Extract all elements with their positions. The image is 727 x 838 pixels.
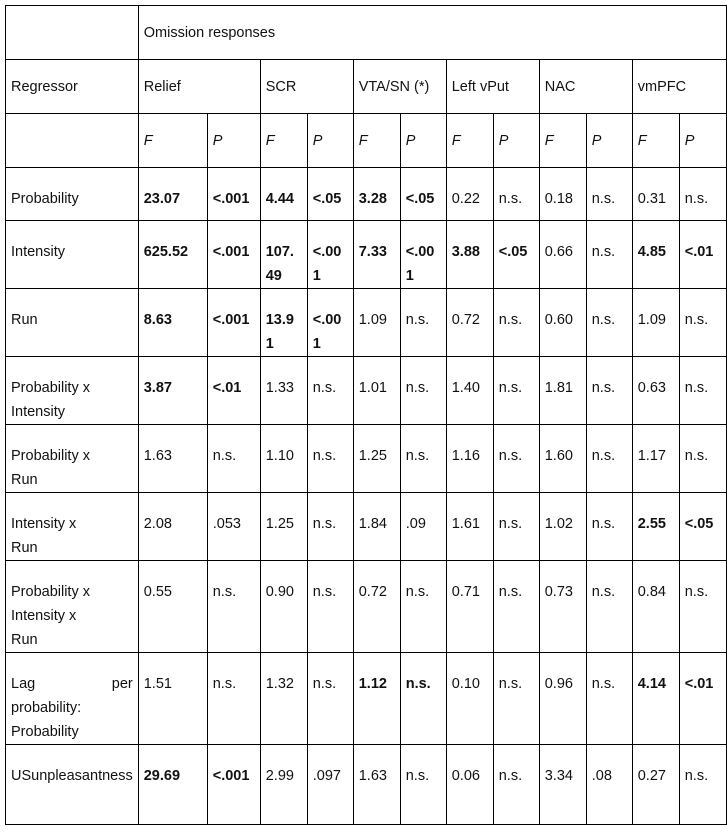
p-value: n.s. xyxy=(586,289,632,357)
omission-responses-table xyxy=(5,5,727,825)
regressor-label-line: probability: xyxy=(11,700,82,716)
p-value: <.001 xyxy=(207,745,260,825)
f-value: 1.81 xyxy=(539,357,586,425)
f-value: 1.09 xyxy=(353,289,400,357)
p-value: n.s. xyxy=(207,653,260,745)
table-row xyxy=(6,653,727,745)
f-value: 0.22 xyxy=(446,168,493,221)
f-value: 0.27 xyxy=(632,745,679,825)
table-row xyxy=(6,6,727,60)
f-value: 4.44 xyxy=(260,168,307,221)
p-subheader: P xyxy=(679,114,726,168)
p-value: n.s. xyxy=(207,425,260,493)
f-value: 1.63 xyxy=(353,745,400,825)
regressor-label-line: Intensity x xyxy=(11,608,77,624)
f-subheader: F xyxy=(353,114,400,168)
regressor-label xyxy=(6,653,139,745)
f-value: 625.52 xyxy=(138,221,207,289)
regressor-label-line: Probability x xyxy=(11,380,90,396)
p-value: n.s. xyxy=(493,653,539,745)
f-value: 0.55 xyxy=(138,561,207,653)
f-value: 23.07 xyxy=(138,168,207,221)
f-value: 2.99 xyxy=(260,745,307,825)
regressor-label-line: Probability x xyxy=(11,584,90,600)
p-value: n.s. xyxy=(307,493,353,561)
f-value: 1.25 xyxy=(260,493,307,561)
p-value: <.05 xyxy=(400,168,446,221)
regressor-label-line: Probability xyxy=(11,724,79,740)
regressor-label xyxy=(6,493,139,561)
f-value: 13.91 xyxy=(260,289,307,357)
f-value: 1.61 xyxy=(446,493,493,561)
p-subheader: P xyxy=(400,114,446,168)
regressor-label xyxy=(6,357,139,425)
p-value: .097 xyxy=(307,745,353,825)
f-value: 3.28 xyxy=(353,168,400,221)
p-value: <.05 xyxy=(679,493,726,561)
p-value: n.s. xyxy=(679,561,726,653)
regressor-label-line: Run xyxy=(11,632,38,648)
column-header: SCR xyxy=(260,60,353,114)
regressor-label-line: Intensity x xyxy=(11,516,77,532)
table-row xyxy=(6,168,727,221)
p-value: n.s. xyxy=(307,425,353,493)
p-value: n.s. xyxy=(586,561,632,653)
regressor-label-line: Intensity xyxy=(11,244,65,260)
f-subheader: F xyxy=(446,114,493,168)
f-value: 1.40 xyxy=(446,357,493,425)
f-value: 1.84 xyxy=(353,493,400,561)
f-value: 1.16 xyxy=(446,425,493,493)
f-value: 4.14 xyxy=(632,653,679,745)
regressor-label xyxy=(6,561,139,653)
f-value: 1.32 xyxy=(260,653,307,745)
table-row xyxy=(6,561,727,653)
p-value: n.s. xyxy=(493,561,539,653)
f-value: 2.08 xyxy=(138,493,207,561)
f-value: 0.18 xyxy=(539,168,586,221)
p-value: n.s. xyxy=(679,745,726,825)
p-value: n.s. xyxy=(586,168,632,221)
table-row xyxy=(6,289,727,357)
f-value: 0.73 xyxy=(539,561,586,653)
f-value: 107.49 xyxy=(260,221,307,289)
table-row xyxy=(6,60,727,114)
f-value: 0.63 xyxy=(632,357,679,425)
f-value: 1.02 xyxy=(539,493,586,561)
p-value: <.001 xyxy=(307,221,353,289)
p-value: .08 xyxy=(586,745,632,825)
f-subheader: F xyxy=(632,114,679,168)
regressor-label-word: Lag xyxy=(11,676,36,692)
column-header: NAC xyxy=(539,60,632,114)
p-value: <.05 xyxy=(493,221,539,289)
f-value: 1.63 xyxy=(138,425,207,493)
p-value: .053 xyxy=(207,493,260,561)
column-header: Relief xyxy=(138,60,260,114)
f-value: 0.60 xyxy=(539,289,586,357)
f-value: 1.25 xyxy=(353,425,400,493)
p-value: <.001 xyxy=(307,289,353,357)
f-value: 3.34 xyxy=(539,745,586,825)
f-value: 0.72 xyxy=(353,561,400,653)
table-row xyxy=(6,425,727,493)
p-value: <.001 xyxy=(207,221,260,289)
corner-cell xyxy=(6,6,139,60)
f-value: 0.31 xyxy=(632,168,679,221)
regressor-header: Regressor xyxy=(6,60,139,114)
p-value: n.s. xyxy=(586,357,632,425)
table-row xyxy=(6,357,727,425)
empty-cell xyxy=(6,114,139,168)
p-value: n.s. xyxy=(493,357,539,425)
p-value: .09 xyxy=(400,493,446,561)
p-value: n.s. xyxy=(679,357,726,425)
p-subheader: P xyxy=(586,114,632,168)
p-value: <.01 xyxy=(207,357,260,425)
f-value: 1.51 xyxy=(138,653,207,745)
p-subheader: P xyxy=(493,114,539,168)
table-row xyxy=(6,745,727,825)
p-value: <.01 xyxy=(679,653,726,745)
regressor-label-line: Run xyxy=(11,312,38,328)
table-row xyxy=(6,221,727,289)
p-value: n.s. xyxy=(400,289,446,357)
p-value: n.s. xyxy=(493,425,539,493)
p-value: n.s. xyxy=(493,289,539,357)
p-value: <.001 xyxy=(207,168,260,221)
p-value: n.s. xyxy=(307,561,353,653)
p-value: <.001 xyxy=(207,289,260,357)
p-value: n.s. xyxy=(400,561,446,653)
group-title: Omission responses xyxy=(138,6,726,60)
p-subheader: P xyxy=(207,114,260,168)
p-value: n.s. xyxy=(586,493,632,561)
regressor-label xyxy=(6,168,139,221)
f-value: 0.72 xyxy=(446,289,493,357)
column-header: VTA/SN (*) xyxy=(353,60,446,114)
f-value: 0.71 xyxy=(446,561,493,653)
p-value: n.s. xyxy=(400,745,446,825)
table-row xyxy=(6,114,727,168)
f-value: 1.17 xyxy=(632,425,679,493)
regressor-label xyxy=(6,745,139,825)
column-header: vmPFC xyxy=(632,60,726,114)
f-value: 0.96 xyxy=(539,653,586,745)
f-value: 0.90 xyxy=(260,561,307,653)
p-subheader: P xyxy=(307,114,353,168)
p-value: n.s. xyxy=(679,168,726,221)
p-value: n.s. xyxy=(493,745,539,825)
regressor-label xyxy=(6,221,139,289)
p-value: n.s. xyxy=(400,653,446,745)
f-value: 1.09 xyxy=(632,289,679,357)
f-value: 8.63 xyxy=(138,289,207,357)
p-value: <.001 xyxy=(400,221,446,289)
f-subheader: F xyxy=(260,114,307,168)
p-value: <.01 xyxy=(679,221,726,289)
f-value: 0.06 xyxy=(446,745,493,825)
f-subheader: F xyxy=(138,114,207,168)
regressor-label-line: Probability xyxy=(11,191,79,207)
regressor-label-word: per xyxy=(111,676,133,692)
p-value: n.s. xyxy=(679,425,726,493)
f-value: 3.87 xyxy=(138,357,207,425)
p-value: n.s. xyxy=(307,357,353,425)
f-value: 3.88 xyxy=(446,221,493,289)
regressor-label-line: Run xyxy=(11,472,38,488)
regressor-label-line: Intensity xyxy=(11,404,65,420)
f-value: 0.10 xyxy=(446,653,493,745)
p-value: n.s. xyxy=(586,221,632,289)
f-value: 2.55 xyxy=(632,493,679,561)
f-value: 29.69 xyxy=(138,745,207,825)
f-value: 0.84 xyxy=(632,561,679,653)
f-value: 0.66 xyxy=(539,221,586,289)
p-value: n.s. xyxy=(679,289,726,357)
f-value: 4.85 xyxy=(632,221,679,289)
f-value: 1.10 xyxy=(260,425,307,493)
f-value: 1.12 xyxy=(353,653,400,745)
f-subheader: F xyxy=(539,114,586,168)
column-header: Left vPut xyxy=(446,60,539,114)
table-row xyxy=(6,493,727,561)
regressor-label-line xyxy=(11,672,133,696)
p-value: n.s. xyxy=(400,425,446,493)
regressor-label xyxy=(6,289,139,357)
f-value: 1.01 xyxy=(353,357,400,425)
p-value: n.s. xyxy=(493,168,539,221)
regressor-label-line: Probability x xyxy=(11,448,90,464)
f-value: 7.33 xyxy=(353,221,400,289)
p-value: <.05 xyxy=(307,168,353,221)
regressor-label-line: USunpleasantness xyxy=(11,768,133,784)
regressor-label xyxy=(6,425,139,493)
p-value: n.s. xyxy=(207,561,260,653)
f-value: 1.60 xyxy=(539,425,586,493)
p-value: n.s. xyxy=(307,653,353,745)
p-value: n.s. xyxy=(586,653,632,745)
f-value: 1.33 xyxy=(260,357,307,425)
p-value: n.s. xyxy=(586,425,632,493)
p-value: n.s. xyxy=(493,493,539,561)
regressor-label-line: Run xyxy=(11,540,38,556)
p-value: n.s. xyxy=(400,357,446,425)
